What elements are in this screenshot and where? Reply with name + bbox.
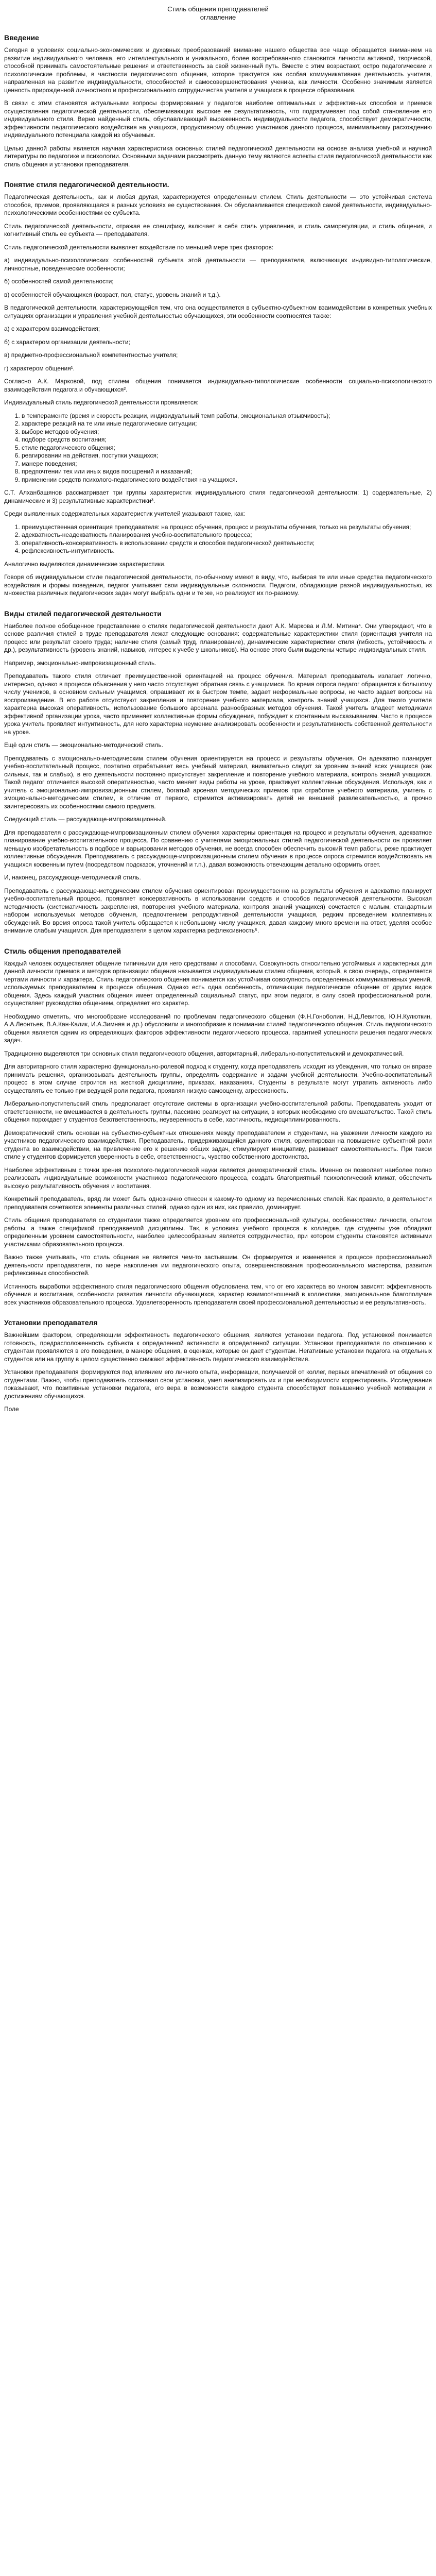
paragraph: Традиционно выделяются три основных стиля педагогического общения, авторитарный, либерально-попустительский и демократический. bbox=[4, 1049, 404, 1057]
table-of-contents-link[interactable]: оглавление bbox=[200, 13, 236, 21]
section-heading: Введение bbox=[4, 33, 39, 42]
paragraph: Например, эмоционально-импровизационный стиль. bbox=[4, 659, 156, 667]
paragraph: a) с характером взаимодействия; bbox=[4, 325, 100, 332]
list-item: 4. рефлексивность-интуитивность. bbox=[22, 547, 432, 555]
list-item: 3. выборе методов обучения; bbox=[22, 428, 432, 436]
document-section bbox=[4, 180, 432, 598]
numbered-list bbox=[4, 412, 432, 484]
paragraph: Стиль педагогической деятельности, отражая ее специфику, включает в себя стиль управления, и стиль саморегуляции, и стиль общения, и когнитивный стиль ее субъекта — преподавателя. bbox=[4, 222, 432, 238]
section-heading: Установки преподавателя bbox=[4, 1318, 98, 1327]
paragraph: Преподаватель с эмоционально-методическим стилем обучения ориентируется на процесс и результаты обучения. Он адекватно планирует учебно-воспитательный процесс, поэтапно отрабатывает весь учебный материал, внимательно следит за уровнем знаний всех учащихся (как сильных, так и слабых), в его деятельности постоянно присутствует закрепление и повторение учебного материала, контроль знаний учащихся. Такой педагог отличается высокой оперативностью, часто меняет виды работы на уроке, практикует коллективные обсуждения. Используя, как и учитель с эмоционально-импровизационным стилем, богатый арсенал методических приемов при отработке учебного материала, учитель с эмоционально-методическим стилем, в отличие от первого, стремится активизировать детей не внешней развлекательностью, а прочно заинтересовать их особенностями самого предмета. bbox=[4, 754, 432, 810]
paragraph: г) характером общения¹. bbox=[4, 364, 75, 372]
document-body bbox=[4, 33, 432, 1400]
paragraph: Индивидуальный стиль педагогической деятельности проявляется: bbox=[4, 399, 199, 406]
paragraph: Стиль общения преподавателя со студентами также определяется уровнем его профессиональной культуры, особенностями личности, опытом работы, а также спецификой преподаваемой дисциплины. Так, в условиях учебного процесса в колледже, где студенты уже обладают определенным уровнем самостоятельности, наиболее целесообразным является сотрудничество, при котором студенты становятся активными участниками образовательного процесса. bbox=[4, 1216, 432, 1248]
paragraph: Установки преподавателя формируются под влиянием его личного опыта, информации, получаемой от коллег, первых впечатлений от общения со студентами. Важно, чтобы преподаватель осознавал свои установки, умел анализировать их и при необходимости корректировать. Исследования показывают, что позитивные установки педагога, его вера в возможности каждого студента способствуют повышению учебной мотивации и достижениям обучающихся. bbox=[4, 1368, 432, 1400]
paragraph: С.Т. Алханбашянов рассматривает три группы характеристик индивидуального стиля педагогической деятельности: 1) содержательные, 2) динамические и 3) результативные характеристики³. bbox=[4, 489, 432, 504]
paragraph: Для преподавателя с рассуждающе-импровизационным стилем обучения характерны ориентация на процесс и результаты обучения, адекватное планирование учебно-воспитательного процесса. По сравнению с учителями эмоциональных стилей педагогической деятельности он проявляет меньшую изобретательность в подборе и варьировании методов обучения, не всегда способен обеспечить высокий темп работы, реже практикует коллективные обсуждения. Преподаватель с рассуждающе-импровизационным стилем обучения в процессе опроса стремится воздействовать на учащихся косвенным путем (посредством подсказок, уточнений и т.п.), давая возможность отвечающим детально оформить ответ. bbox=[4, 828, 432, 868]
paragraph: в) особенностей обучающихся (возраст, пол, статус, уровень знаний и т.д.). bbox=[4, 291, 221, 298]
paragraph: б) особенностей самой деятельности; bbox=[4, 278, 114, 285]
paragraph: В педагогической деятельности, характеризующейся тем, что она осуществляется в субъектно-субъектном взаимодействии в конкретных учебных ситуациях организации и управления учебной деятельностью обучающихся, эти особенности соотносятся также: bbox=[4, 304, 432, 319]
paragraph: И, наконец, рассуждающе-методический стиль. bbox=[4, 874, 141, 881]
list-item: 3. оперативность-консервативность в использовании средств и способов педагогической деятельности; bbox=[22, 539, 432, 548]
list-item: 5. стиле педагогического общения; bbox=[22, 444, 432, 452]
paragraph: Важнейшим фактором, определяющим эффективность педагогического общения, являются установки педагога. Под установкой понимается готовность, предрасположенность субъекта к определенной активности в определенной ситуации. Установки преподавателя по отношению к студентам проявляются в его поведении, в манере общения, в оценках, которые он дает студентам. Негативные установки педагога на отдельных студентов или на группу в целом существенно снижают эффективность педагогического взаимодействия. bbox=[4, 1331, 432, 1363]
paragraph: Конкретный преподаватель, вряд ли может быть однозначно отнесен к какому-то одному из перечисленных стилей. Как правило, в деятельности преподавателя сочетаются элементы различных стилей, однако один из них, как правило, доминирует. bbox=[4, 1195, 432, 1211]
paragraph: Важно также учитывать, что стиль общения не является чем-то застывшим. Он формируется и изменяется в процессе профессиональной деятельности преподавателя, по мере накопления им педагогического опыта, совершенствования профессионального мастерства, развития рефлексивных способностей. bbox=[4, 1253, 432, 1277]
list-item: 8. предпочтении тех или иных видов поощрений и наказаний; bbox=[22, 468, 432, 476]
document-section bbox=[4, 946, 432, 1307]
paragraph: Преподаватель такого стиля отличает преимущественной ориентацией на процесс обучения. Материал преподаватель излагает логично, интересно, однако в процессе объяснения у него часто отсутствует обратная связь с учащимися. Во время опроса педагог обращается к большому числу учеников, в основном сильным учащимся, опрашивает их в быстром темпе, задает неформальные вопросы, не часто задает вопросы на воспроизведение. В его работе отсутствуют закрепления и повторение учебного материала, контроль знаний учащихся. Для такого учителя характерна высокая оперативность, использование большого арсенала разнообразных методов обучения. Такой учитель владеет методиками эффективной организации урока, часто применяет коллективные формы обсуждения, побуждает к спонтанным высказываниям. Часто в процессе урока учитель проявляет интуитивность, для него характерна неумение анализировать особенности и результативность собственной деятельности на уроке. bbox=[4, 672, 432, 736]
paragraph: Следующий стиль — рассуждающе-импровизационный. bbox=[4, 816, 167, 823]
paragraph: Аналогично выделяются динамические характеристики. bbox=[4, 560, 166, 568]
paragraph: Необходимо отметить, что многообразие исследований по проблемам педагогического общения (Ф.Н.Гоноболин, Н.Д.Левитов, Ю.Н.Кулюткин, А.А.Леонтьев, В.А.Кан-Калик, И.А.Зимняя и др.) обусловили и многообразие в понимании стилей педагогического общения. Стиль педагогического общения является одним из определяющих факторов эффективности педагогического процесса, гарантией успешности решения педагогических задач. bbox=[4, 1012, 432, 1044]
paragraph: Либерально-попустительский стиль предполагает отсутствие системы в организации учебно-воспитательной работы. Преподаватель уходит от ответственности, не вмешивается в деятельность группы, пассивно реагирует на ситуации, в которых необходимо его вмешательство. Такой стиль общения порождает у студентов безответственность, неуверенность в себе, хаотичность, недисциплинированность. bbox=[4, 1100, 432, 1123]
list-item: 2. адекватность-неадекватность планирования учебно-воспитательного процесса; bbox=[22, 531, 432, 539]
paragraph: a) индивидуально-психологических особенностей субъекта этой деятельности — преподавателя, включающих индивидно-типологические, личностные, поведенческие особенности; bbox=[4, 257, 432, 272]
list-item: 6. реагировании на действия, поступки учащихся; bbox=[22, 452, 432, 460]
paragraph: Согласно А.К. Марковой, под стилем общения понимается индивидуально-типологические особенности социально-психологического взаимодействия педагога и обучающихся². bbox=[4, 378, 432, 393]
list-item: 1. преимущественная ориентация преподавателя: на процесс обучения, процесс и результаты обучения, только на результаты обучения; bbox=[22, 523, 432, 532]
paragraph: Ещё один стиль — эмоционально-методический стиль. bbox=[4, 741, 163, 749]
paragraph: Для авторитарного стиля характерно функционально-ролевой подход к студенту, когда преподаватель исходит из убеждения, что только он вправе принимать решения, организовывать деятельность группы, определять содержание и задачи учебной деятельности. Учебно-воспитательный процесс в этом случае строится на жесткой дисциплине, приказах, наказаниях. Студенты в результате могут утратить активность либо осуществлять ее только при ведущей роли педагога, проявляя низкую самооценку, агрессивность. bbox=[4, 1063, 432, 1094]
paragraph: Сегодня в условиях социально-экономических и духовных преобразований внимание нашего общества все чаще обращается вниманием на развитие индивидуального человека, его интеллектуального и уникального, более востребованного становится личности активной, творческой, способной принимать самостоятельные решения и ответственность за свой жизненный путь. Вместе с этим возрастают, остро педагогические и психологические проблемы, в частности педагогического общения, которое трактуется как особая коммуникативная деятельность учителя, направленная на развитие индивидуальности, способностей и самосовершенствования ученика, как личности. Особенно значимым является ценность прирожденной личностного и профессионального сотрудничества учителя и учащихся в процессе образования. bbox=[4, 46, 432, 94]
paragraph: Демократический стиль основан на субъектно-субъектных отношениях между преподавателем и студентами, на уважении личности каждого из участников педагогического взаимодействия. Преподаватель, придерживающийся данного стиля, ориентирован на повышение субъектной роли студента во взаимодействии, на привлечение его к решению общих задач, стимулирует инициативу, развивает самостоятельность. При таком стиле у студентов формируется уверенность в себе, ответственность, чувство собственного достоинства. bbox=[4, 1129, 432, 1160]
paragraph: Стиль педагогической деятельности выявляет воздействие по меньшей мере трех факторов: bbox=[4, 243, 274, 251]
list-item: 2. характере реакций на те или иные педагогические ситуации; bbox=[22, 420, 432, 428]
document-section bbox=[4, 33, 432, 168]
numbered-list bbox=[4, 523, 432, 555]
paragraph: Наиболее полное обобщенное представление о стилях педагогической деятельности дают А.К. Маркова и Л.М. Митина⁴. Они утверждают, что в основе различия стилей в труде преподавателя лежат следующие основания: содержательные характеристики стиля (ориентация учителя на процесс или результат своего труда; наличие стиля (самый труд, планирование), динамические характеристики стиля (гибкость, устойчивость и др.), результативность (уровень знаний, навыков, интерес к учебе у школьников). На основе этого были выделены четыре индивидуальных стиля. bbox=[4, 622, 432, 653]
section-heading: Стиль общения преподавателей bbox=[4, 946, 121, 955]
footer-notes: Поле bbox=[4, 1405, 19, 1413]
section-heading: Понятие стиля педагогической деятельности. bbox=[4, 180, 169, 189]
paragraph: Истинность выработки эффективного стиля педагогического общения обусловлена тем, что от его характера во многом зависят: эффективность обучения и воспитания, особенности развития личности обучающихся, характер взаимоотношений в коллективе, эмоциональное благополучие всех участников образовательного процесса. Удовлетворенность преподавателя своей профессиональной деятельностью и ее результативность. bbox=[4, 1282, 432, 1306]
paragraph: Целью данной работы является научная характеристика основных стилей педагогической деятельности на основе анализа учебной и научной литературы по педагогике и психологии. Основными задачами рассмотреть данную тему являются аспекты стиля педагогической деятельности как стиль общения и установки преподавателя. bbox=[4, 144, 432, 168]
list-item: 7. манере поведения; bbox=[22, 460, 432, 468]
paragraph: Каждый человек осуществляет общение типичными для него средствами и способами. Совокупность относительно устойчивых и характерных для данной личности приемов и методов организации общения называется индивидуальным стилем общения, который, в свою очередь, определяется чертами личности и характера. Стиль педагогического общения понимается как устойчивая совокупность определенных коммуникативных умений, используемых преподавателем в процессе общения. Однако есть одна особенность, отличающая педагогическое общение от других видов общения. Здесь каждый участник общения имеет определенный социальный статус, при этом педагог, в силу своей профессиональной роли, осуществляет руководство общением, определяет его характер. bbox=[4, 959, 432, 1007]
document-title: Стиль общения преподавателей bbox=[167, 5, 269, 13]
paragraph: Преподаватель с рассуждающе-методическим стилем обучения ориентирован преимущественно на результаты обучения и адекватно планирует учебно-воспитательный процесс, проявляет консервативность в использовании средств и способов педагогической деятельности. Высокая методичность (систематичность закрепления, повторения учебного материала, контроля знаний учащихся) сочетается с малым, стандартным набором используемых методов обучения, предпочтением репродуктивной деятельности учащихся, редким проведением коллективных обсуждений. Во время опроса такой учитель обращается к небольшому числу учащихся, давая каждому много времени на ответ, уделяя особое внимание слабым учащимся. Для преподавателя в целом характерна рефлексивность⁵. bbox=[4, 887, 432, 934]
document-section bbox=[4, 609, 432, 935]
paragraph: Наиболее эффективным с точки зрения психолого-педагогической науки является демократический стиль. Именно он позволяет наиболее полно реализовать индивидуальные возможности участников педагогического процесса, создать благоприятный психологический климат, обеспечить высокую результативность обучения и воспитания. bbox=[4, 1166, 432, 1190]
section-heading: Виды стилей педагогической деятельности bbox=[4, 609, 162, 618]
paragraph: в) предметно-профессиональной компетентностью учителя; bbox=[4, 351, 178, 359]
paragraph: Педагогическая деятельность, как и любая другая, характеризуется определенным стилем. Стиль деятельности — это устойчивая система способов, приемов, проявляющаяся в разных условиях ее существования. Он обуславливается спецификой самой деятельности, индивидуально-психологическими особенностями ее субъекта. bbox=[4, 193, 432, 216]
document-section bbox=[4, 1318, 432, 1400]
paragraph: Говоря об индивидуальном стиле педагогической деятельности, по-обычному имеют в виду, что, выбирая те или иные средства педагогического воздействия и формы поведения, педагог учитывает свои индивидуальные склонности. Педагоги, обладающие разной индивидуальностью, из множества различных педагогических задач могут выбрать одни и те же, но реализуют их по-разному. bbox=[4, 573, 432, 597]
list-item: 9. применении средств психолого-педагогического воздействия на учащихся. bbox=[22, 476, 432, 484]
paragraph: В связи с этим становятся актуальными вопросы формирования у педагогов наиболее оптимальных и эффективных способов и приемов осуществления педагогической деятельности, обеспечивающих высокие ее результативность, что подразумевает под собой становление его индивидуального стиля. Верно найденный стиль, обуславливающий выраженность индивидуальности педагога, способствует демократичности, эффективности педагогического воздействия на учащихся, продуктивному общению участников данного процесса, минимальному расхождению индивидуального потенциала каждой из обучаемых. bbox=[4, 99, 432, 139]
paragraph: Среди выявленных содержательных характеристик учителей указывают также, как: bbox=[4, 510, 245, 517]
paragraph: б) с характером организации деятельности; bbox=[4, 338, 130, 346]
list-item: 1. в темпераменте (время и скорость реакции, индивидуальный темп работы, эмоциональная отзывчивость); bbox=[22, 412, 432, 420]
list-item: 4. подборе средств воспитания; bbox=[22, 436, 432, 444]
